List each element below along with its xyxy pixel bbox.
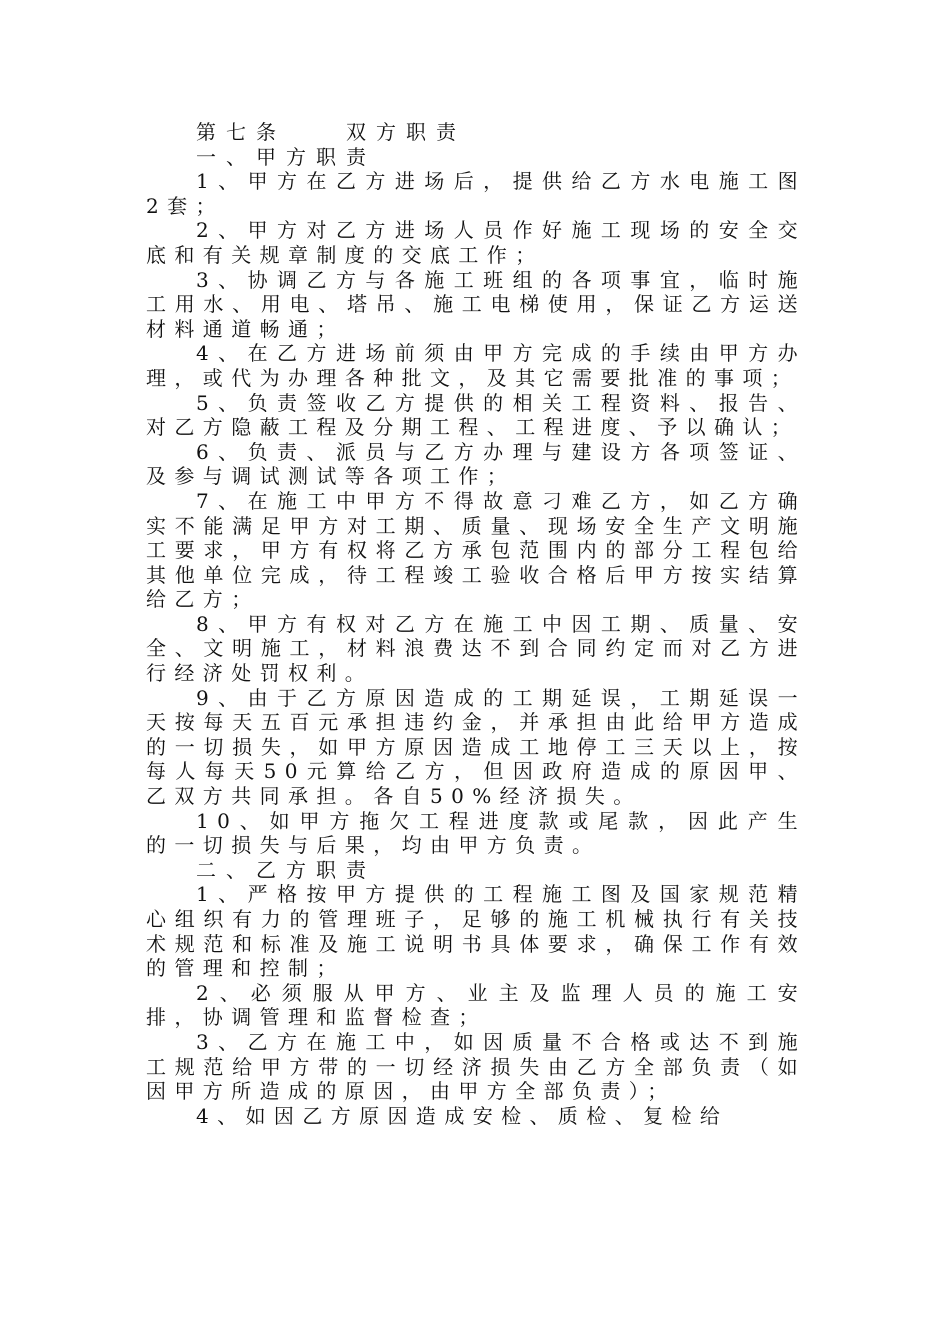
section-heading-party-b: 二、乙方职责 [196, 857, 376, 882]
paragraph-a8: 8、甲方有权对乙方在施工中因工期、质量、安全、文明施工，材料浪费达不到合同约定而对乙方进行经济处罚权利。 [146, 611, 806, 686]
paragraph-b3: 3、乙方在施工中，如因质量不合格或达不到施工规范给甲方带的一切经济损失由乙方全部负责（如因甲方所造成的原因，由甲方全部负责）； [146, 1029, 806, 1104]
paragraph-a6: 6、负责、派员与乙方办理与建设方各项签证、及参与调试测试等各项工作； [146, 439, 806, 489]
paragraph-a5: 5、负责签收乙方提供的相关工程资料、报告、对乙方隐蔽工程及分期工程、工程进度、予以确认； [146, 390, 806, 440]
paragraph-a2: 2、甲方对乙方进场人员作好施工现场的安全交底和有关规章制度的交底工作； [146, 218, 806, 267]
document-body [146, 120, 806, 1128]
paragraph-a1: 1、甲方在乙方进场后，提供给乙方水电施工图2套； [146, 169, 806, 218]
section-heading-party-a: 一、甲方职责 [196, 144, 376, 169]
article-title: 第七条 双方职责 [196, 120, 466, 144]
paragraph-a7: 7、在施工中甲方不得故意刁难乙方，如乙方确实不能满足甲方对工期、质量、现场安全生产文明施工要求，甲方有权将乙方承包范围内的部分工程包给其他单位完成，待工程竣工验收合格后甲方按实结算给乙方； [146, 488, 806, 612]
paragraph-b4: 4、如因乙方原因造成安检、质检、复检给 [196, 1103, 729, 1128]
paragraph-b1: 1、严格按甲方提供的工程施工图及国家规范精心组织有力的管理班子，足够的施工机械执行有关技术规范和标准及施工说明书具体要求，确保工作有效的管理和控制； [146, 882, 806, 981]
paragraph-a4: 4、在乙方进场前须由甲方完成的手续由甲方办理，或代为办理各种批文，及其它需要批准的事项； [146, 341, 806, 390]
paragraph-a9: 9、由于乙方原因造成的工期延误，工期延误一天按每天五百元承担违约金，并承担由此给甲方造成的一切损失，如甲方原因造成工地停工三天以上，按每人每天50元算给乙方，但因政府造成的原因甲、乙双方共同承担。各自50%经济损失。 [146, 685, 806, 809]
paragraph-a10: 10、如甲方拖欠工程进度款或尾款，因此产生的一切损失与后果，均由甲方负责。 [146, 808, 806, 858]
paragraph-a3: 3、协调乙方与各施工班组的各项事宜，临时施工用水、用电、塔吊、施工电梯使用，保证乙方运送材料通道畅通； [146, 267, 806, 341]
paragraph-b2: 2、必须服从甲方、业主及监理人员的施工安排，协调管理和监督检查； [146, 980, 806, 1030]
